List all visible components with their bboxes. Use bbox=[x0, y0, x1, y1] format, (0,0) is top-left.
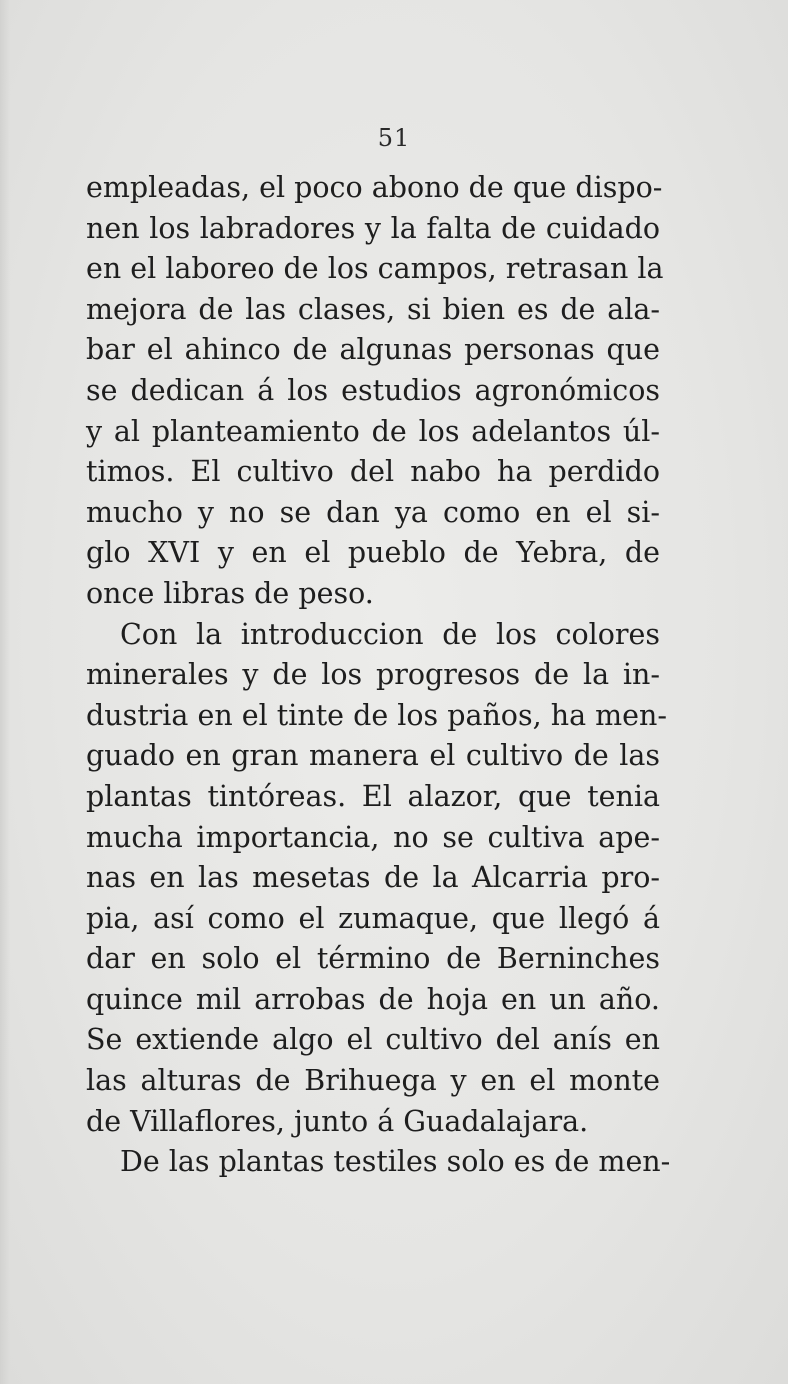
text-line: nen los labradores y la falta de cuidado bbox=[86, 211, 660, 245]
text-line: mejora de las clases, si bien es de ala- bbox=[86, 292, 660, 326]
text-line-paragraph-end: de Villaflores, junto á Guadalajara. bbox=[86, 1104, 589, 1138]
text-line: dar en solo el término de Berninches bbox=[86, 942, 660, 976]
text-line-paragraph-start: Con la introduccion de los colores bbox=[120, 617, 660, 651]
text-line: timos. El cultivo del nabo ha perdido bbox=[86, 455, 660, 489]
text-line: mucha importancia, no se cultiva ape- bbox=[86, 820, 660, 854]
text-line: glo XVI y en el pueblo de Yebra, de bbox=[86, 536, 660, 570]
page-number: 51 bbox=[377, 124, 411, 152]
text-line-paragraph-start: De las plantas testiles solo es de men- bbox=[120, 1145, 671, 1179]
text-line: quince mil arrobas de hoja en un año. bbox=[86, 982, 660, 1016]
text-line-paragraph-end: once libras de peso. bbox=[86, 576, 374, 610]
text-line: dustria en el tinte de los paños, ha men- bbox=[86, 698, 667, 732]
text-line: las alturas de Brihuega y en el monte bbox=[86, 1064, 660, 1098]
text-line: se dedican á los estudios agronómicos bbox=[86, 373, 660, 407]
page-gutter-shadow bbox=[0, 0, 10, 1384]
text-line: y al planteamiento de los adelantos úl- bbox=[86, 414, 660, 448]
text-line: minerales y de los progresos de la in- bbox=[86, 658, 660, 692]
text-line: Se extiende algo el cultivo del anís en bbox=[86, 1023, 660, 1057]
text-line: pia, así como el zumaque, que llegó á bbox=[86, 901, 660, 935]
text-line: nas en las mesetas de la Alcarria pro- bbox=[86, 861, 660, 895]
text-line: mucho y no se dan ya como en el si- bbox=[86, 495, 660, 529]
page-body-text bbox=[86, 168, 671, 1183]
text-line: guado en gran manera el cultivo de las bbox=[86, 739, 660, 773]
text-line: plantas tintóreas. El alazor, que tenia bbox=[86, 779, 660, 813]
text-line: en el laboreo de los campos, retrasan la bbox=[86, 252, 664, 286]
text-line: empleadas, el poco abono de que dispo- bbox=[86, 171, 663, 204]
text-line: bar el ahinco de algunas personas que bbox=[86, 333, 660, 367]
